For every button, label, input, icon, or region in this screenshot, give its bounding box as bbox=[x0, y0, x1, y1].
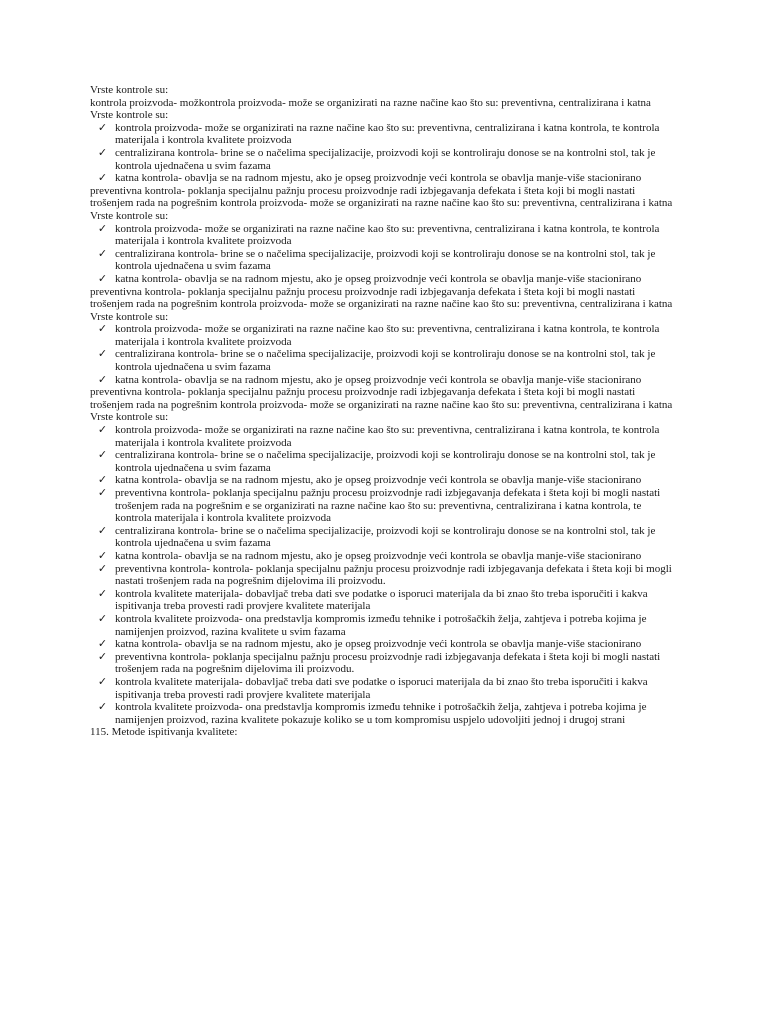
bullet-text: katna kontrola- obavlja se na radnom mjestu, ako je opseg proizvodnje veći kontrola se obavlja manje-više stacionirano bbox=[115, 172, 642, 185]
section-heading: 115. Metode ispitivanja kvalitete: bbox=[90, 726, 238, 739]
bullet-item bbox=[90, 374, 675, 387]
bullet-item bbox=[90, 701, 675, 726]
bullet-text: preventivna kontrola- kontrola- poklanja specijalnu pažnju procesu proizvodnje radi izbjegavanja defekata i šteta koji bi mogli nastati trošenjem rada na pogrešnim dijelovima ili proizvodu. bbox=[115, 562, 672, 588]
bullet-text: kontrola proizvoda- može se organizirati na razne načine kao što su: preventivna, centralizirana i katna kontrola, te kontrola materijala i kontrola kvalitete proizvoda bbox=[115, 121, 660, 147]
bullet-item bbox=[90, 588, 675, 613]
bullet-item bbox=[90, 613, 675, 638]
bullet-text: centralizirana kontrola- brine se o načelima specijalizacije, proizvodi koji se kontroliraju donose se na kontrolni stol, tak je kontrola ujednačena u svim fazama bbox=[115, 449, 656, 474]
checkmark-icon: ✓ bbox=[97, 473, 108, 487]
checkmark-icon: ✓ bbox=[97, 221, 108, 235]
bullet-item bbox=[90, 487, 675, 525]
document-body bbox=[90, 84, 675, 739]
bullet-text: kontrola kvalitete proizvoda- ona predstavlja kompromis između tehnike i potrošačkih želja, zahtjeva i potreba kojima je namijenjen proizvod, razina kvalitete u svim fazama bbox=[115, 612, 647, 638]
checkmark-icon: ✓ bbox=[97, 586, 108, 600]
bullet-text: centralizirana kontrola- brine se o načelima specijalizacije, proizvodi koji se kontroliraju donose se na kontrolni stol, tak je kontrola ujednačena u svim fazama bbox=[115, 247, 656, 273]
bullet-item bbox=[90, 563, 675, 588]
bullet-text: kontrola kvalitete materijala- dobavljač treba dati sve podatke o isporuci materijala da bi znao što treba isporučiti i kakva ispitivanja treba provesti radi provjere kvalitete materijala bbox=[115, 675, 648, 701]
bullet-item bbox=[90, 323, 675, 348]
checkmark-icon: ✓ bbox=[97, 548, 108, 562]
bullet-item bbox=[90, 474, 675, 487]
bullet-text: kontrola proizvoda- može se organizirati na razne načine kao što su: preventivna, centralizirana i katna kontrola, te kontrola materijala i kontrola kvalitete proizvoda bbox=[115, 222, 660, 248]
bullet-text: centralizirana kontrola- brine se o načelima specijalizacije, proizvodi koji se kontroliraju donose se na kontrolni stol, tak je kontrola ujednačena u svim fazama bbox=[115, 146, 656, 172]
bullet-item bbox=[90, 248, 675, 273]
paragraph: kontrola proizvoda- možkontrola proizvoda- može se organizirati na razne načine kao što su: preventivna, centralizirana i katna Vrste kontrole su: bbox=[90, 96, 651, 122]
bullet-item bbox=[90, 651, 675, 676]
bullet-text: centralizirana kontrola- brine se o načelima specijalizacije, proizvodi koji se kontroliraju donose se na kontrolni stol, tak je kontrola ujednačena u svim fazama bbox=[115, 348, 656, 374]
bullet-item bbox=[90, 348, 675, 373]
bullet-item bbox=[90, 550, 675, 563]
checkmark-icon: ✓ bbox=[97, 145, 108, 159]
bullet-item bbox=[90, 223, 675, 248]
paragraph: preventivna kontrola- poklanja specijalnu pažnju procesu proizvodnje radi izbjegavanja defekata i šteta koji bi mogli nastati trošenjem rada na pogrešnim kontrola proizvoda- može se organizirati na razne načine kao što su: preventivna, centralizirana i katna Vrste kontrole su: bbox=[90, 285, 673, 323]
checkmark-icon: ✓ bbox=[97, 347, 108, 361]
bullet-item bbox=[90, 122, 675, 147]
bullet-text: kontrola proizvoda- može se organizirati na razne načine kao što su: preventivna, centralizirana i katna kontrola, te kontrola materijala i kontrola kvalitete proizvoda bbox=[115, 323, 660, 348]
paragraph: Vrste kontrole su: bbox=[90, 84, 169, 96]
checkmark-icon: ✓ bbox=[97, 561, 108, 575]
paragraph: preventivna kontrola- poklanja specijalnu pažnju procesu proizvodnje radi izbjegavanja defekata i šteta koji bi mogli nastati trošenjem rada na pogrešnim kontrola proizvoda- može se organizirati na razne načine kao što su: preventivna, centralizirana i katna Vrste kontrole su: bbox=[90, 386, 673, 424]
bullet-item bbox=[90, 676, 675, 701]
bullet-text: kontrola proizvoda- može se organizirati na razne načine kao što su: preventivna, centralizirana i katna kontrola, te kontrola materijala i kontrola kvalitete proizvoda bbox=[115, 424, 660, 449]
checkmark-icon: ✓ bbox=[97, 637, 108, 651]
bullet-item bbox=[90, 424, 675, 449]
bullet-text: katna kontrola- obavlja se na radnom mjestu, ako je opseg proizvodnje veći kontrola se obavlja manje-više stacionirano bbox=[115, 272, 642, 285]
checkmark-icon: ✓ bbox=[97, 423, 108, 437]
bullet-text: katna kontrola- obavlja se na radnom mjestu, ako je opseg proizvodnje veći kontrola se obavlja manje-više stacionirano bbox=[115, 638, 642, 651]
checkmark-icon: ✓ bbox=[97, 611, 108, 625]
bullet-item bbox=[90, 525, 675, 550]
checkmark-icon: ✓ bbox=[97, 120, 108, 134]
checkmark-icon: ✓ bbox=[97, 700, 108, 714]
checkmark-icon: ✓ bbox=[97, 486, 108, 499]
bullet-text: katna kontrola- obavlja se na radnom mjestu, ako je opseg proizvodnje veći kontrola se obavlja manje-više stacionirano bbox=[115, 373, 642, 386]
bullet-text: katna kontrola- obavlja se na radnom mjestu, ako je opseg proizvodnje veći kontrola se obavlja manje-više stacionirano bbox=[115, 549, 642, 562]
checkmark-icon: ✓ bbox=[97, 271, 108, 285]
bullet-text: kontrola kvalitete proizvoda- ona predstavlja kompromis između tehnike i potrošačkih želja, zahtjeva i potreba kojima je namijenjen proizvod, razina kvalitete pokazuje koliko se u tom kompromisu uspjelo udovoljiti jednoj i drugoj strani bbox=[115, 701, 647, 726]
checkmark-icon: ✓ bbox=[97, 523, 108, 537]
bullet-text: preventivna kontrola- poklanja specijalnu pažnju procesu proizvodnje radi izbjegavanja defekata i šteta koji bi mogli nastati trošenjem rada na pogrešnim dijelovima ili proizvodu. bbox=[115, 650, 661, 676]
checkmark-icon: ✓ bbox=[97, 171, 108, 185]
bullet-text: centralizirana kontrola- brine se o načelima specijalizacije, proizvodi koji se kontroliraju donose se na kontrolni stol, tak je kontrola ujednačena u svim fazama bbox=[115, 524, 656, 550]
bullet-item bbox=[90, 449, 675, 474]
bullet-item bbox=[90, 172, 675, 185]
checkmark-icon: ✓ bbox=[97, 649, 108, 663]
bullet-text: kontrola kvalitete materijala- dobavljač treba dati sve podatke o isporuci materijala da bi znao što treba isporučiti i kakva ispitivanja treba provesti radi provjere kvalitete materijala bbox=[115, 587, 648, 613]
bullet-item bbox=[90, 638, 675, 651]
checkmark-icon: ✓ bbox=[97, 322, 108, 336]
bullet-item bbox=[90, 273, 675, 286]
paragraph: preventivna kontrola- poklanja specijalnu pažnju procesu proizvodnje radi izbjegavanja defekata i šteta koji bi mogli nastati trošenjem rada na pogrešnim kontrola proizvoda- može se organizirati na razne načine kao što su: preventivna, centralizirana i katna Vrste kontrole su: bbox=[90, 184, 673, 222]
bullet-item bbox=[90, 147, 675, 172]
checkmark-icon: ✓ bbox=[97, 372, 108, 386]
checkmark-icon: ✓ bbox=[97, 246, 108, 260]
bullet-text: preventivna kontrola- poklanja specijalnu pažnju procesu proizvodnje radi izbjegavanja defekata i šteta koji bi mogli nastati trošenjem rada na pogrešnim e se organizirati na razne načine kao što su: preventivna, centralizirana i katna kontrola, te kontrola materijala i kontrola kvalitete proizvoda bbox=[115, 487, 661, 525]
checkmark-icon: ✓ bbox=[97, 674, 108, 688]
bullet-text: katna kontrola- obavlja se na radnom mjestu, ako je opseg proizvodnje veći kontrola se obavlja manje-više stacionirano bbox=[115, 474, 642, 487]
checkmark-icon: ✓ bbox=[97, 448, 108, 462]
